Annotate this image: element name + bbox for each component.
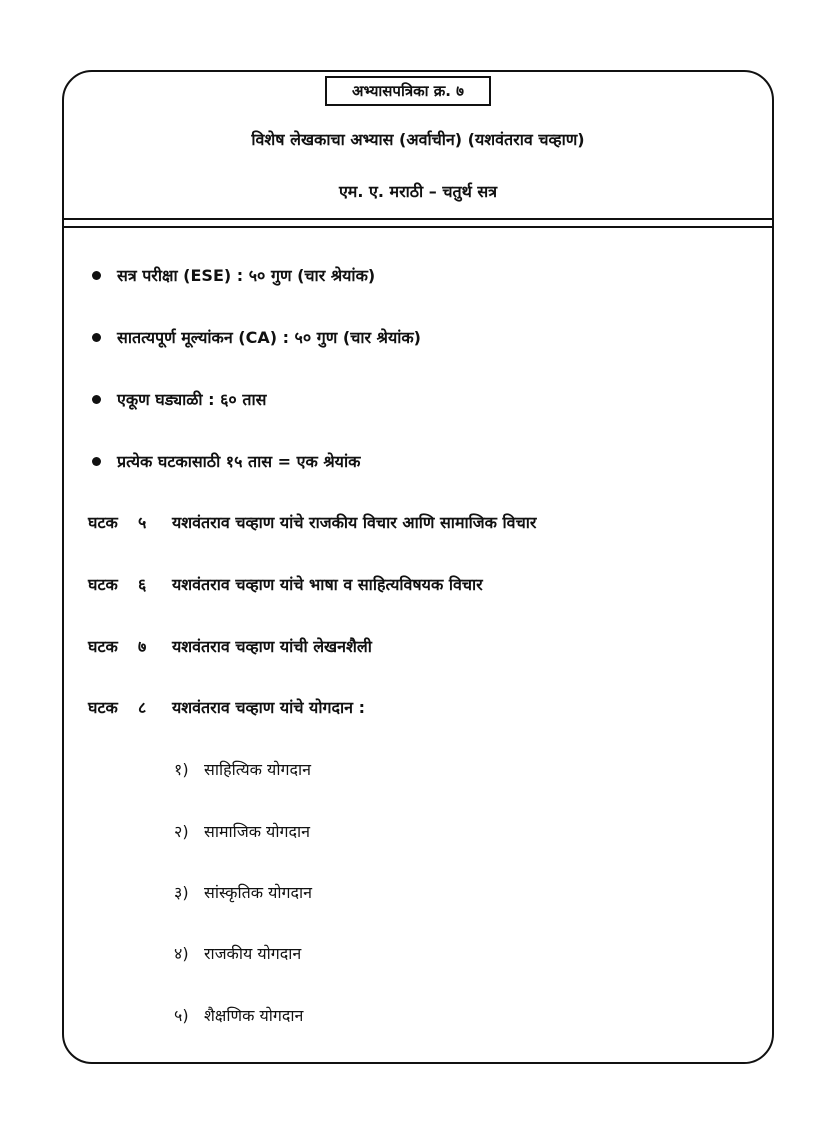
bullet-text: सत्र परीक्षा (ESE) : ५० गुण (चार श्रेयांक)	[117, 266, 376, 285]
contribution-item	[174, 820, 310, 842]
unit-label: घटक	[88, 637, 118, 656]
contribution-text: सांस्कृतिक योगदान	[204, 883, 313, 902]
contribution-text: सामाजिक योगदान	[204, 822, 311, 841]
bullet-text: सातत्यपूर्ण मूल्यांकन (CA) : ५० गुण (चार श्रेयांक)	[117, 328, 421, 347]
unit-label: घटक	[88, 698, 118, 717]
bullet-icon	[92, 395, 101, 404]
course-subtitle: विशेष लेखकाचा अभ्यास (अर्वाचीन) (यशवंतराव चव्हाण)	[251, 130, 585, 149]
unit-number: ८	[138, 698, 147, 717]
unit-row	[88, 696, 365, 718]
contribution-number: २)	[174, 822, 189, 841]
unit-text: यशवंतराव चव्हाण यांचे राजकीय विचार आणि सामाजिक विचार	[172, 513, 537, 532]
bullet-text: प्रत्येक घटकासाठी १५ तास = एक श्रेयांक	[117, 452, 361, 471]
contribution-text: राजकीय योगदान	[204, 944, 302, 963]
contribution-item	[174, 881, 312, 903]
unit-number: ६	[138, 575, 147, 594]
contribution-text: शैक्षणिक योगदान	[204, 1006, 304, 1025]
unit-label: घटक	[88, 575, 118, 594]
header-divider-bottom	[62, 226, 774, 228]
bullet-item-exam	[92, 264, 375, 286]
bullet-text: एकूण घड्याळी : ६० तास	[117, 390, 267, 409]
unit-text: यशवंतराव चव्हाण यांचे भाषा व साहित्यविषयक विचार	[172, 575, 483, 594]
bullet-item-hours	[92, 388, 266, 410]
unit-text: यशवंतराव चव्हाण यांचे योगदान :	[172, 698, 365, 717]
header-divider-top	[62, 218, 774, 220]
bullet-item-assessment	[92, 326, 421, 348]
contribution-text: साहित्यिक योगदान	[204, 760, 311, 779]
unit-number: ७	[138, 637, 147, 656]
unit-row	[88, 573, 483, 595]
bullet-icon	[92, 271, 101, 280]
course-name: एम. ए. मराठी – चतुर्थ सत्र	[338, 182, 498, 201]
unit-row	[88, 511, 536, 533]
unit-label: घटक	[88, 513, 118, 532]
unit-number: ५	[138, 513, 147, 532]
contribution-item	[174, 942, 301, 964]
syllabus-number-box	[325, 76, 491, 106]
contribution-number: ५)	[174, 1006, 189, 1025]
bullet-item-credits	[92, 450, 360, 472]
contribution-number: १)	[174, 760, 189, 779]
syllabus-number: अभ्यासपत्रिका क्र. ७	[352, 82, 464, 100]
contribution-number: ४)	[174, 944, 189, 963]
contribution-item	[174, 1004, 303, 1026]
unit-row	[88, 635, 372, 657]
contribution-number: ३)	[174, 883, 189, 902]
unit-text: यशवंतराव चव्हाण यांची लेखनशैली	[172, 637, 372, 656]
bullet-icon	[92, 333, 101, 342]
bullet-icon	[92, 457, 101, 466]
contribution-item	[174, 758, 311, 780]
